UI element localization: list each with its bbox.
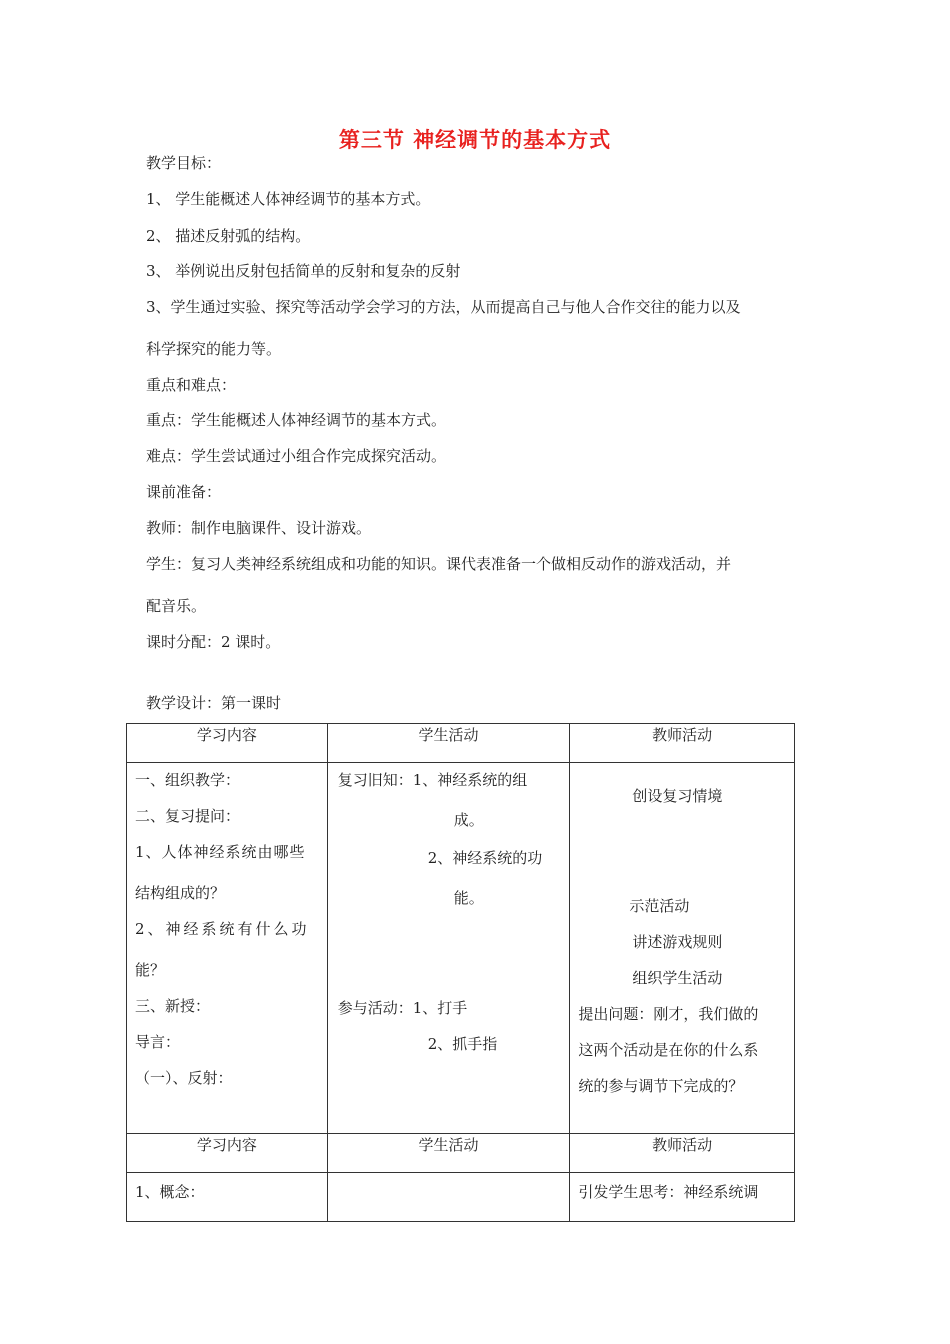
student-line: 能。 <box>453 889 484 907</box>
teacher-line: 讲述游戏规则 <box>632 933 723 951</box>
difficult-point: 难点：学生尝试通过小组合作完成探究活动。 <box>146 447 447 465</box>
teacher-line: 组织学生活动 <box>632 969 723 987</box>
header-student: 学生活动 <box>327 724 570 763</box>
design-label: 教学设计：第一课时 <box>146 694 282 712</box>
table-row <box>127 763 795 1134</box>
teacher-line: 提出问题：刚才，我们做的 <box>578 1005 759 1023</box>
teacher-line: 统的参与调节下完成的？ <box>578 1077 744 1095</box>
student-cell <box>327 763 570 1134</box>
goal-item: 3、学生通过实验、探究等活动学会学习的方法，从而提高自己与他人合作交往的能力以及 <box>146 298 741 316</box>
table-header-row <box>127 1134 795 1173</box>
lesson-plan-table <box>126 723 795 1222</box>
prep-heading: 课前准备： <box>146 483 222 501</box>
goal-item: 3、 举例说出反射包括简单的反射和复杂的反射 <box>146 262 461 280</box>
content-cell <box>127 1173 328 1222</box>
table-header-row <box>127 724 795 763</box>
teacher-cell <box>570 1173 795 1222</box>
content-line: （一）、反射： <box>135 1069 233 1087</box>
student-line: 成。 <box>453 811 484 829</box>
teacher-prep: 教师：制作电脑课件、设计游戏。 <box>146 519 372 537</box>
student-line: 2、抓手指 <box>427 1035 498 1053</box>
header-content: 学习内容 <box>127 1134 328 1173</box>
content-line: 1、概念： <box>135 1183 205 1201</box>
content-line: 导言： <box>135 1033 181 1051</box>
header-teacher: 教师活动 <box>570 1134 795 1173</box>
hours: 课时分配：2 课时。 <box>146 633 281 651</box>
content-line: 结构组成的？ <box>135 884 226 902</box>
student-prep: 学生：复习人类神经系统组成和功能的知识。课代表准备一个做相反动作的游戏活动，并 <box>146 555 732 573</box>
goal-item: 科学探究的能力等。 <box>146 340 282 358</box>
header-teacher: 教师活动 <box>570 724 795 763</box>
goal-item: 1、 学生能概述人体神经调节的基本方式。 <box>146 190 431 208</box>
content-line: 三、新授： <box>135 997 211 1015</box>
student-prep: 配音乐。 <box>146 597 207 615</box>
content-line: 2、神经系统有什么功 <box>135 920 310 938</box>
student-cell <box>327 1173 570 1222</box>
student-line: 2、神经系统的功 <box>427 849 543 867</box>
goals-heading: 教学目标： <box>146 154 222 172</box>
header-student: 学生活动 <box>327 1134 570 1173</box>
content-line: 能？ <box>135 961 166 979</box>
content-line: 二、复习提问： <box>135 807 241 825</box>
teacher-line: 示范活动 <box>629 897 690 915</box>
content-cell <box>127 763 328 1134</box>
teacher-cell <box>570 763 795 1134</box>
goal-item: 2、 描述反射弧的结构。 <box>146 227 311 245</box>
teacher-line: 引发学生思考：神经系统调 <box>578 1183 759 1201</box>
table-row <box>127 1173 795 1222</box>
content-line: 1、人体神经系统由哪些 <box>135 843 306 861</box>
student-line: 复习旧知：1、神经系统的组 <box>337 771 528 789</box>
teacher-line: 创设复习情境 <box>632 787 723 805</box>
page-title: 第三节 神经调节的基本方式 <box>338 128 612 152</box>
content-line: 一、组织教学： <box>135 771 241 789</box>
key-heading: 重点和难点： <box>146 376 237 394</box>
teacher-line: 这两个活动是在你的什么系 <box>578 1041 759 1059</box>
key-point: 重点：学生能概述人体神经调节的基本方式。 <box>146 411 447 429</box>
student-line: 参与活动：1、打手 <box>337 999 468 1017</box>
header-content: 学习内容 <box>127 724 328 763</box>
